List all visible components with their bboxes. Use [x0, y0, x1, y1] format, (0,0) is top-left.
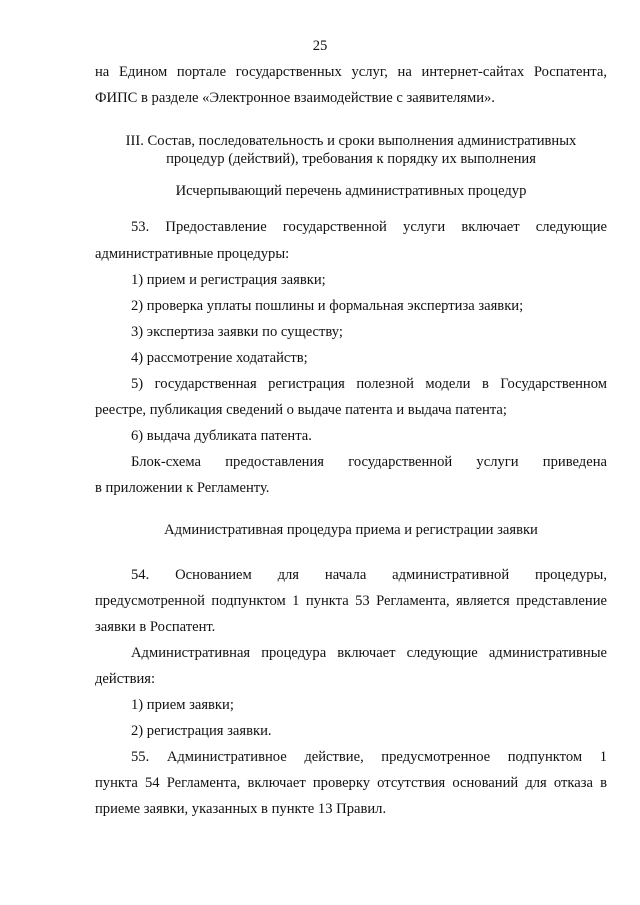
list-item: 3) экспертиза заявки по существу;	[131, 324, 343, 340]
actions-line-1: Административная процедура включает следующие административные	[131, 645, 607, 661]
para-55-line-2: пункта 54 Регламента, включает проверку отсутствия оснований для отказа в	[95, 775, 607, 791]
section-title-line-1: III. Состав, последовательность и сроки выполнения административных	[125, 133, 577, 149]
actions-line-2: действия:	[95, 671, 156, 687]
page-number: 25	[312, 38, 328, 54]
para-54-line-1: 54. Основанием для начала административной процедуры,	[131, 567, 607, 583]
para-55-line-3: приеме заявки, указанных в пункте 13 Правил.	[95, 801, 387, 817]
list-item: 6) выдача дубликата патента.	[131, 428, 312, 444]
block-scheme-line-1: Блок-схема предоставления государственной услуги приведена	[131, 454, 607, 470]
para-53-line-2: административные процедуры:	[95, 246, 290, 262]
block-scheme-line-2: в приложении к Регламенту.	[95, 480, 270, 496]
list-item: 2) регистрация заявки.	[131, 723, 272, 739]
section-title-line-2: процедур (действий), требования к порядку их выполнения	[166, 151, 536, 167]
list-item: 1) прием заявки;	[131, 697, 234, 713]
list-item: 2) проверка уплаты пошлины и формальная экспертиза заявки;	[131, 298, 524, 314]
list-item: 1) прием и регистрация заявки;	[131, 272, 326, 288]
para-54-line-3: заявки в Роспатент.	[95, 619, 216, 635]
list-item: 5) государственная регистрация полезной модели в Государственном	[131, 376, 607, 392]
section-subtitle: Исчерпывающий перечень административных процедур	[175, 183, 527, 199]
para-55-line-1: 55. Административное действие, предусмотренное подпунктом 1	[131, 749, 607, 765]
intro-line-2: ФИПС в разделе «Электронное взаимодействие с заявителями».	[95, 90, 495, 106]
subsection-title: Административная процедура приема и регистрации заявки	[164, 522, 538, 538]
intro-line-1: на Едином портале государственных услуг, на интернет-сайтах Роспатента,	[95, 64, 607, 80]
list-item: 4) рассмотрение ходатайств;	[131, 350, 308, 366]
para-54-line-2: предусмотренной подпунктом 1 пункта 53 Регламента, является представление	[95, 593, 607, 609]
para-53-line-1: 53. Предоставление государственной услуги включает следующие	[131, 219, 607, 235]
list-item-continuation: реестре, публикация сведений о выдаче патента и выдача патента;	[95, 402, 507, 418]
